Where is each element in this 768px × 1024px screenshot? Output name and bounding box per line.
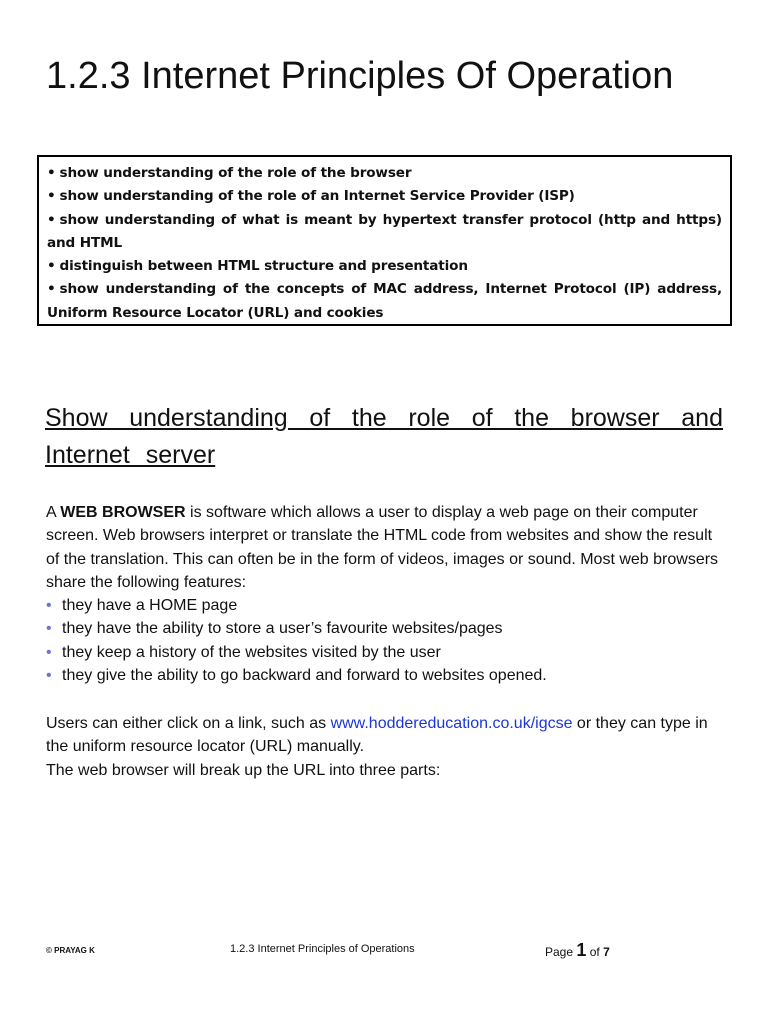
bullet-icon: • <box>46 643 52 661</box>
page-indicator <box>545 940 610 961</box>
objective-item <box>47 162 722 185</box>
objective-item <box>47 185 722 208</box>
bullet-icon: • <box>47 281 56 298</box>
bullet-icon: • <box>46 597 52 614</box>
feature-text: they have the ability to store a user’s favourite websites/pages <box>62 620 503 638</box>
objective-item <box>47 255 722 278</box>
objective-text: show understanding of the role of an Internet Service Provider (ISP) <box>59 188 575 205</box>
feature-item <box>46 617 547 640</box>
bullet-icon: • <box>47 188 56 205</box>
web-browser-term: WEB BROWSER <box>60 504 186 521</box>
feature-item <box>46 664 547 687</box>
objectives-list <box>47 162 722 325</box>
bullet-icon: • <box>47 258 56 275</box>
page-number: 1 <box>576 940 587 960</box>
page-label: Page <box>545 945 574 959</box>
page-footer <box>0 940 768 960</box>
url-paragraph <box>46 712 726 782</box>
url-parts-sentence: The web browser will break up the URL into three parts: <box>46 761 441 779</box>
objective-text: show understanding of the concepts of MAC address, Internet Protocol (IP) address, Uniform Resource Locator (URL) and cookies <box>47 281 722 321</box>
bullet-icon: • <box>46 666 52 684</box>
footer-document-title: 1.2.3 Internet Principles of Operations <box>230 943 415 955</box>
url-text-before: Users can either click on a link, such as <box>46 715 331 732</box>
copyright-notice: © PRAYAG K <box>46 946 95 955</box>
feature-item <box>46 641 547 664</box>
hodder-education-link[interactable]: www.hoddereducation.co.uk/igcse <box>330 715 573 732</box>
bullet-icon: • <box>47 211 56 228</box>
total-pages: 7 <box>603 945 610 959</box>
objective-text: show understanding of the role of the browser <box>59 165 412 181</box>
intro-text: is software which allows a user to display a web page on their computer screen. Web browsers interpret or translate the HTML code from websites and show the result of the translation. This can often be in the form of videos, images or sound. Most web browsers share the following features: <box>46 504 719 591</box>
feature-text: they keep a history of the websites visited by the user <box>62 643 441 661</box>
bullet-icon: • <box>46 620 52 638</box>
feature-text: they give the ability to go backward and forward to websites opened. <box>62 666 547 684</box>
intro-prefix: A <box>46 504 61 521</box>
intro-paragraph <box>46 501 726 594</box>
feature-item <box>46 594 547 617</box>
objective-text: distinguish between HTML structure and presentation <box>59 258 468 275</box>
section-heading: Show understanding of the role of the browser and Internet server <box>45 404 723 469</box>
bullet-icon: • <box>47 165 56 181</box>
url-text-after: or they can type in the uniform resource locator (URL) manually. <box>46 715 708 756</box>
objective-item <box>47 278 722 325</box>
of-label: of <box>589 945 600 959</box>
page-title: 1.2.3 Internet Principles Of Operation <box>46 55 674 97</box>
feature-text: they have a HOME page <box>62 597 238 614</box>
objective-item <box>47 209 722 256</box>
learning-objectives-box <box>37 155 732 326</box>
browser-features-list <box>46 594 547 687</box>
objective-text: show understanding of what is meant by hypertext transfer protocol (http and https) and HTML <box>47 211 722 251</box>
